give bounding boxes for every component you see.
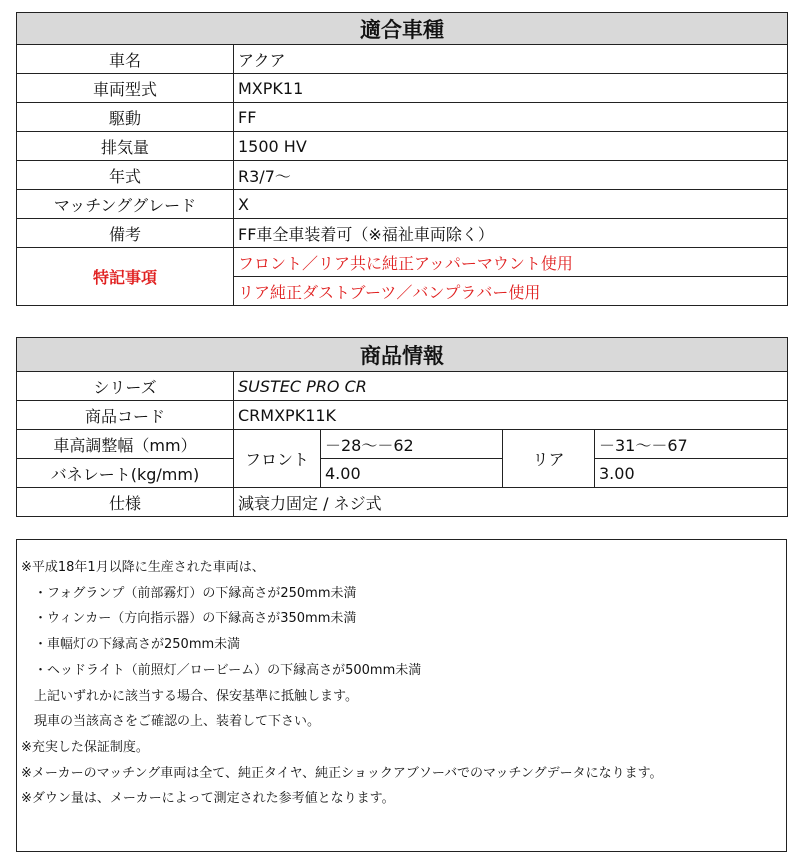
displacement-value: 1500 HV bbox=[234, 132, 788, 161]
product-table bbox=[16, 337, 788, 517]
product-header: 商品情報 bbox=[17, 338, 788, 372]
spec-value: 減衰力固定 / ネジ式 bbox=[234, 488, 788, 517]
year-label: 年式 bbox=[17, 161, 234, 190]
grade-label: マッチンググレード bbox=[17, 190, 234, 219]
special-notes-label: 特記事項 bbox=[17, 248, 234, 306]
grade-value: X bbox=[234, 190, 788, 219]
notes-box bbox=[16, 539, 787, 852]
note-line: ※充実した保証制度。 bbox=[21, 739, 149, 755]
vehicle-table bbox=[16, 12, 788, 306]
note-line: ※平成18年1月以降に生産された車両は、 bbox=[21, 560, 265, 575]
table-row bbox=[17, 430, 788, 459]
rear-height-value: －31～－67 bbox=[595, 430, 788, 459]
note-line: 上記いずれかに該当する場合、保安基準に抵触します。 bbox=[21, 688, 358, 704]
note-line: ・ヘッドライト（前照灯／ロービーム）の下縁高さが500mm未満 bbox=[21, 662, 422, 678]
note-line: 現車の当該高さをご確認の上、装着して下さい。 bbox=[21, 714, 321, 730]
series-value: SUSTEC PRO CR bbox=[234, 372, 788, 401]
table-row bbox=[17, 401, 788, 430]
year-value: R3/7～ bbox=[234, 161, 788, 190]
table-row bbox=[17, 219, 788, 248]
remarks-label: 備考 bbox=[17, 219, 234, 248]
front-height-value: －28～－62 bbox=[321, 430, 503, 459]
table-row bbox=[17, 248, 788, 277]
table-row bbox=[17, 74, 788, 103]
rear-label: リア bbox=[503, 430, 595, 488]
special-note-1: フロント／リア共に純正アッパーマウント使用 bbox=[234, 248, 788, 277]
note-line: ※ダウン量は、メーカーによって測定された参考値となります。 bbox=[21, 791, 395, 807]
table-row bbox=[17, 45, 788, 74]
table-row bbox=[17, 132, 788, 161]
drive-label: 駆動 bbox=[17, 103, 234, 132]
note-line: ・ウィンカー（方向指示器）の下縁高さが350mm未満 bbox=[21, 611, 357, 627]
table-row bbox=[17, 161, 788, 190]
note-line: ・車幅灯の下縁高さが250mm未満 bbox=[21, 637, 241, 653]
front-rate-value: 4.00 bbox=[321, 459, 503, 488]
front-label: フロント bbox=[234, 430, 321, 488]
note-line: ・フォグランプ（前部霧灯）の下縁高さが250mm未満 bbox=[21, 585, 357, 601]
series-label: シリーズ bbox=[17, 372, 234, 401]
table-row bbox=[17, 190, 788, 219]
special-note-2: リア純正ダストブーツ／バンプラバー使用 bbox=[234, 277, 788, 306]
table-row bbox=[17, 103, 788, 132]
car-name-label: 車名 bbox=[17, 45, 234, 74]
table-row bbox=[17, 372, 788, 401]
model-code-value: MXPK11 bbox=[234, 74, 788, 103]
vehicle-header: 適合車種 bbox=[17, 13, 788, 45]
table-row bbox=[17, 488, 788, 517]
note-line: ※メーカーのマッチング車両は全て、純正タイヤ、純正ショックアブソーバでのマッチングデータになります。 bbox=[21, 765, 663, 781]
model-code-label: 車両型式 bbox=[17, 74, 234, 103]
rear-rate-value: 3.00 bbox=[595, 459, 788, 488]
car-name-value: アクア bbox=[234, 45, 788, 74]
table-row bbox=[17, 459, 788, 488]
spring-rate-label: バネレート(kg/mm) bbox=[17, 459, 234, 488]
product-code-label: 商品コード bbox=[17, 401, 234, 430]
height-range-label: 車高調整幅（mm） bbox=[17, 430, 234, 459]
spec-label: 仕様 bbox=[17, 488, 234, 517]
drive-value: FF bbox=[234, 103, 788, 132]
displacement-label: 排気量 bbox=[17, 132, 234, 161]
product-code-value: CRMXPK11K bbox=[234, 401, 788, 430]
remarks-value: FF車全車装着可（※福祉車両除く） bbox=[234, 219, 788, 248]
